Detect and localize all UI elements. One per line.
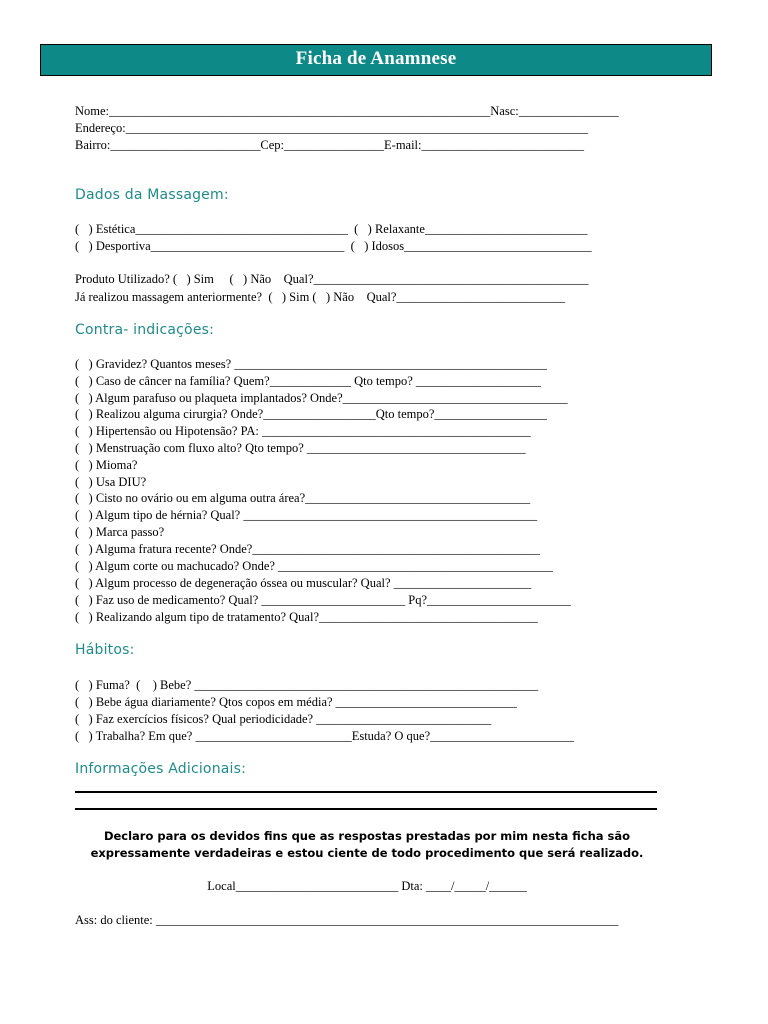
contraindication-item[interactable]: ( ) Usa DIU? xyxy=(75,475,147,489)
contraindication-item[interactable]: ( ) Algum tipo de hérnia? Qual? _______________________________________________ xyxy=(75,508,538,522)
declaration-line: expressamente verdadeiras e estou ciente de todo procedimento que será realizado. xyxy=(90,846,644,860)
contraindication-item[interactable]: ( ) Menstruação com fluxo alto? Qto tempo? ___________________________________ xyxy=(75,441,526,455)
declaration-text xyxy=(75,828,659,862)
massage-type-row[interactable]: ( ) Estética__________________________________ ( ) Relaxante__________________________ xyxy=(75,222,588,236)
neighborhood-zip-email-field[interactable]: Bairro:________________________Cep:________________E-mail:__________________________ xyxy=(75,138,585,152)
name-birth-field[interactable]: Nome:_____________________________________________________________Nasc:________________ xyxy=(75,104,619,118)
massage-type-row[interactable]: ( ) Desportiva_______________________________ ( ) Idosos______________________________ xyxy=(75,239,592,253)
habit-item[interactable]: ( ) Fuma? ( ) Bebe? _______________________________________________________ xyxy=(75,678,539,692)
additional-info-line[interactable] xyxy=(75,791,657,793)
contraindication-item[interactable]: ( ) Realizando algum tipo de tratamento? Qual?___________________________________ xyxy=(75,610,538,624)
page-title: Ficha de Anamnese xyxy=(40,44,712,76)
contraindication-item[interactable]: ( ) Realizou alguma cirurgia? Onde?__________________Qto tempo?__________________ xyxy=(75,407,547,421)
habits-heading: Hábitos: xyxy=(75,642,135,658)
contraindication-item[interactable]: ( ) Algum corte ou machucado? Onde? ____________________________________________ xyxy=(75,559,554,573)
address-field[interactable]: Endereço:__________________________________________________________________________ xyxy=(75,121,589,135)
contraindication-item[interactable]: ( ) Cisto no ovário ou em alguma outra área?____________________________________ xyxy=(75,491,531,505)
massage-heading: Dados da Massagem: xyxy=(75,187,229,203)
contraindication-item[interactable]: ( ) Algum parafuso ou plaqueta implantados? Onde?____________________________________ xyxy=(75,391,568,405)
contraindication-item[interactable]: ( ) Hipertensão ou Hipotensão? PA: ___________________________________________ xyxy=(75,424,531,438)
contraindication-item[interactable]: ( ) Algum processo de degeneração óssea ou muscular? Qual? ______________________ xyxy=(75,576,532,590)
contraindication-item[interactable]: ( ) Alguma fratura recente? Onde?______________________________________________ xyxy=(75,542,540,556)
contraindications-heading: Contra- indicações: xyxy=(75,322,215,338)
contraindication-item[interactable]: ( ) Gravidez? Quantos meses? __________________________________________________ xyxy=(75,357,547,371)
habit-item[interactable]: ( ) Bebe água diariamente? Qtos copos em média? _____________________________ xyxy=(75,695,517,709)
product-used-question[interactable]: Produto Utilizado? ( ) Sim ( ) Não Qual?____________________________________________ xyxy=(75,272,589,286)
additional-info-line[interactable] xyxy=(75,808,657,810)
previous-massage-question[interactable]: Já realizou massagem anteriormente? ( ) Sim ( ) Não Qual?___________________________ xyxy=(75,290,566,304)
location-date-field[interactable]: Local__________________________ Dta: ____/_____/______ xyxy=(207,879,527,893)
contraindication-item[interactable]: ( ) Marca passo? xyxy=(75,525,165,539)
additional-info-heading: Informações Adicionais: xyxy=(75,761,247,777)
habit-item[interactable]: ( ) Faz exercícios físicos? Qual periodicidade? ____________________________ xyxy=(75,712,492,726)
contraindication-item[interactable]: ( ) Caso de câncer na família? Quem?_____________ Qto tempo? ____________________ xyxy=(75,374,541,388)
declaration-line: Declaro para os devidos fins que as respostas prestadas por mim nesta ficha são xyxy=(103,829,631,843)
habit-item[interactable]: ( ) Trabalha? Em que? _________________________Estuda? O que?_______________________ xyxy=(75,729,574,743)
contraindication-item[interactable]: ( ) Mioma? xyxy=(75,458,138,472)
contraindication-item[interactable]: ( ) Faz uso de medicamento? Qual? _______________________ Pq?_______________________ xyxy=(75,593,571,607)
client-signature-field[interactable]: Ass: do cliente: __________________________________________________________________________ xyxy=(75,913,619,927)
